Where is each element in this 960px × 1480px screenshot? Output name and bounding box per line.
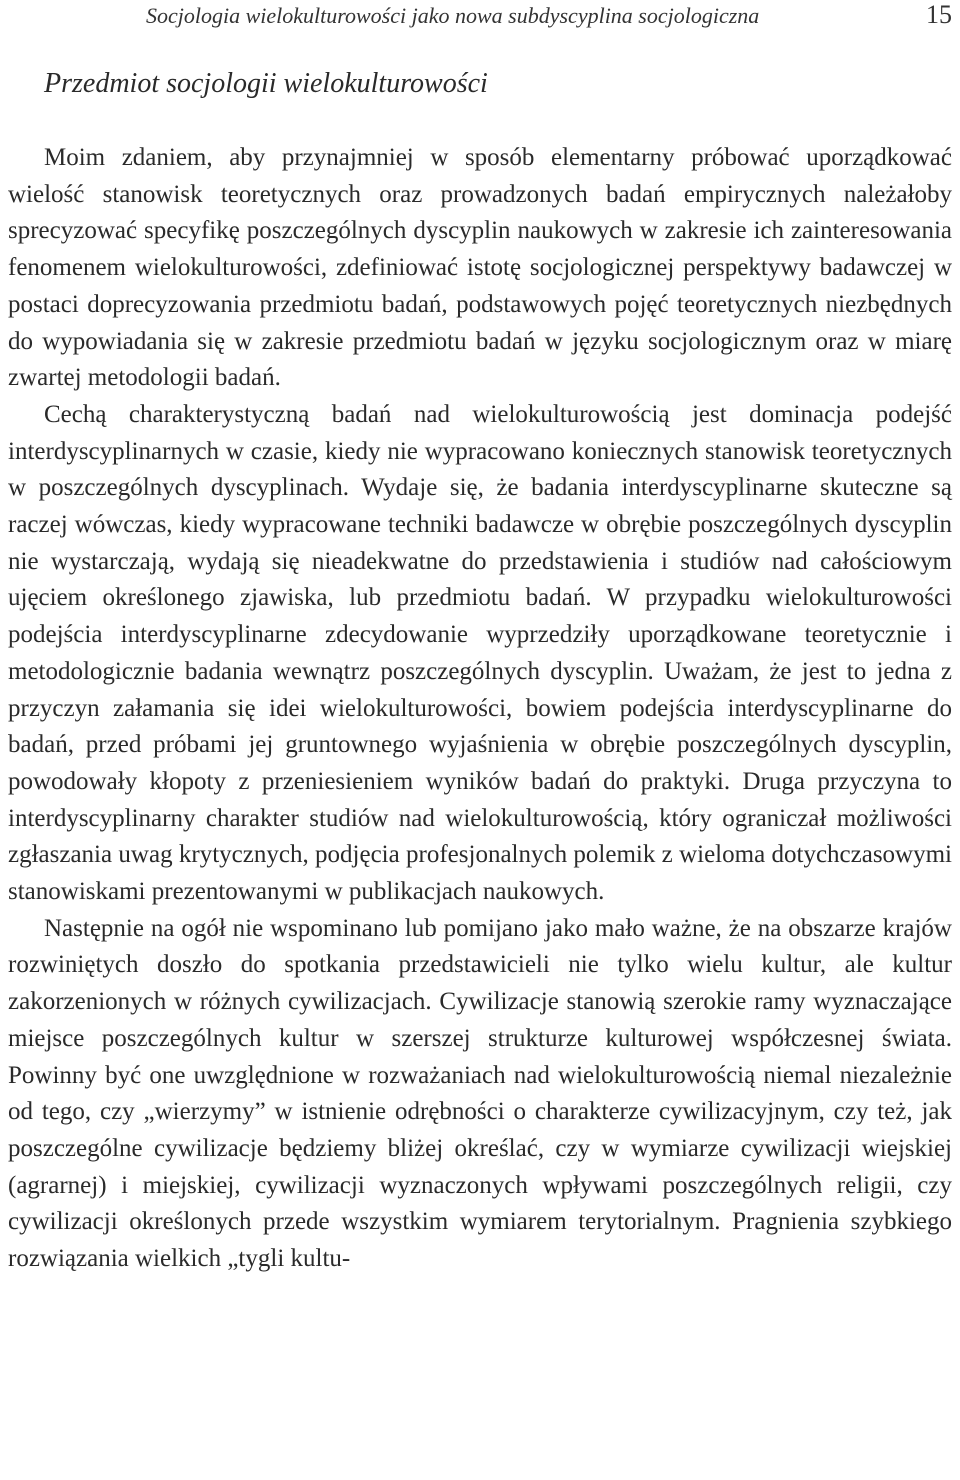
section-title: Przedmiot socjologii wielokulturowości	[44, 68, 488, 99]
running-header	[8, 0, 952, 30]
page-number: 15	[926, 0, 952, 29]
running-title: Socjologia wielokulturowości jako nowa subdyscyplina socjologiczna	[146, 3, 760, 28]
paragraph: Następnie na ogół nie wspominano lub pomijano jako mało ważne, że na obszarze krajów rozwiniętych doszło do spotkania przedstawicieli nie tylko wielu kultur, ale kultur zakorzenionych w różnych cywilizacjach. Cywilizacje stanowią szerokie ramy wyznaczające miejsce poszczególnych kultur w szerszej strukturze kulturowej współczesnej świata. Powinny być one uwzględnione w rozważaniach nad wielokulturowością niemal niezależnie od tego, czy „wierzymy” w istnienie odrębności o charakterze cywilizacyjnym, czy też, jak poszczególne cywilizacje będziemy bliżej określać, czy w wymiarze cywilizacji wiejskiej (agrarnej) i miejskiej, cywilizacji wyznaczonych wpływami poszczególnych religii, czy cywilizacji określonych przede wszystkim wymiarem terytorialnym. Pragnienia szybkiego rozwiązania wielkich „tygli kultu-	[8, 914, 952, 1273]
body-text	[8, 140, 952, 1278]
book-page	[8, 0, 952, 1278]
paragraph: Cechą charakterystyczną badań nad wielokulturowością jest dominacja podejść interdyscyplinarnych w czasie, kiedy nie wypracowano koniecznych stanowisk teoretycznych w poszczególnych dyscyplinach. Wydaje się, że badania interdyscyplinarne skuteczne są raczej wówczas, kiedy wypracowane techniki badawcze w obrębie poszczególnych dyscyplin nie wystarczają, wydają się nieadekwatne do przedstawienia i studiów nad całościowym ujęciem określonego zjawiska, lub przedmiotu badań. W przypadku wielokulturowości podejścia interdyscyplinarne zdecydowanie wyprzedziły uporządkowane teoretycznie i metodologicznie badania wewnątrz poszczególnych dyscyplin. Uważam, że jest to jedna z przyczyn załamania się idei wielokulturowości, bowiem podejścia interdyscyplinarne do badań, przed próbami jej gruntownego wyjaśnienia w obrębie poszczególnych dyscyplin, powodowały kłopoty z przeniesieniem wyników badań do praktyki. Druga przyczyna to interdyscyplinarny charakter studiów nad wielokulturowością, który ograniczał możliwości zgłaszania uwag krytycznych, podjęcia profesjonalnych polemik z wieloma dotychczasowymi stanowiskami prezentowanymi w publikacjach naukowych.	[8, 400, 952, 906]
paragraph: Moim zdaniem, aby przynajmniej w sposób elementarny próbować uporządkować wielość stanowisk teoretycznych oraz prowadzonych badań empirycznych należałoby sprecyzować specyfikę poszczególnych dyscyplin naukowych w zakresie ich zainteresowania fenomenem wielokulturowości, zdefiniować istotę socjologicznej perspektywy badawczej w postaci doprecyzowania przedmiotu badań, podstawowych pojęć teoretycznych niezbędnych do wypowiadania się w zakresie przedmiotu badań w języku socjologicznym oraz w miarę zwartej metodologii badań.	[8, 144, 952, 392]
